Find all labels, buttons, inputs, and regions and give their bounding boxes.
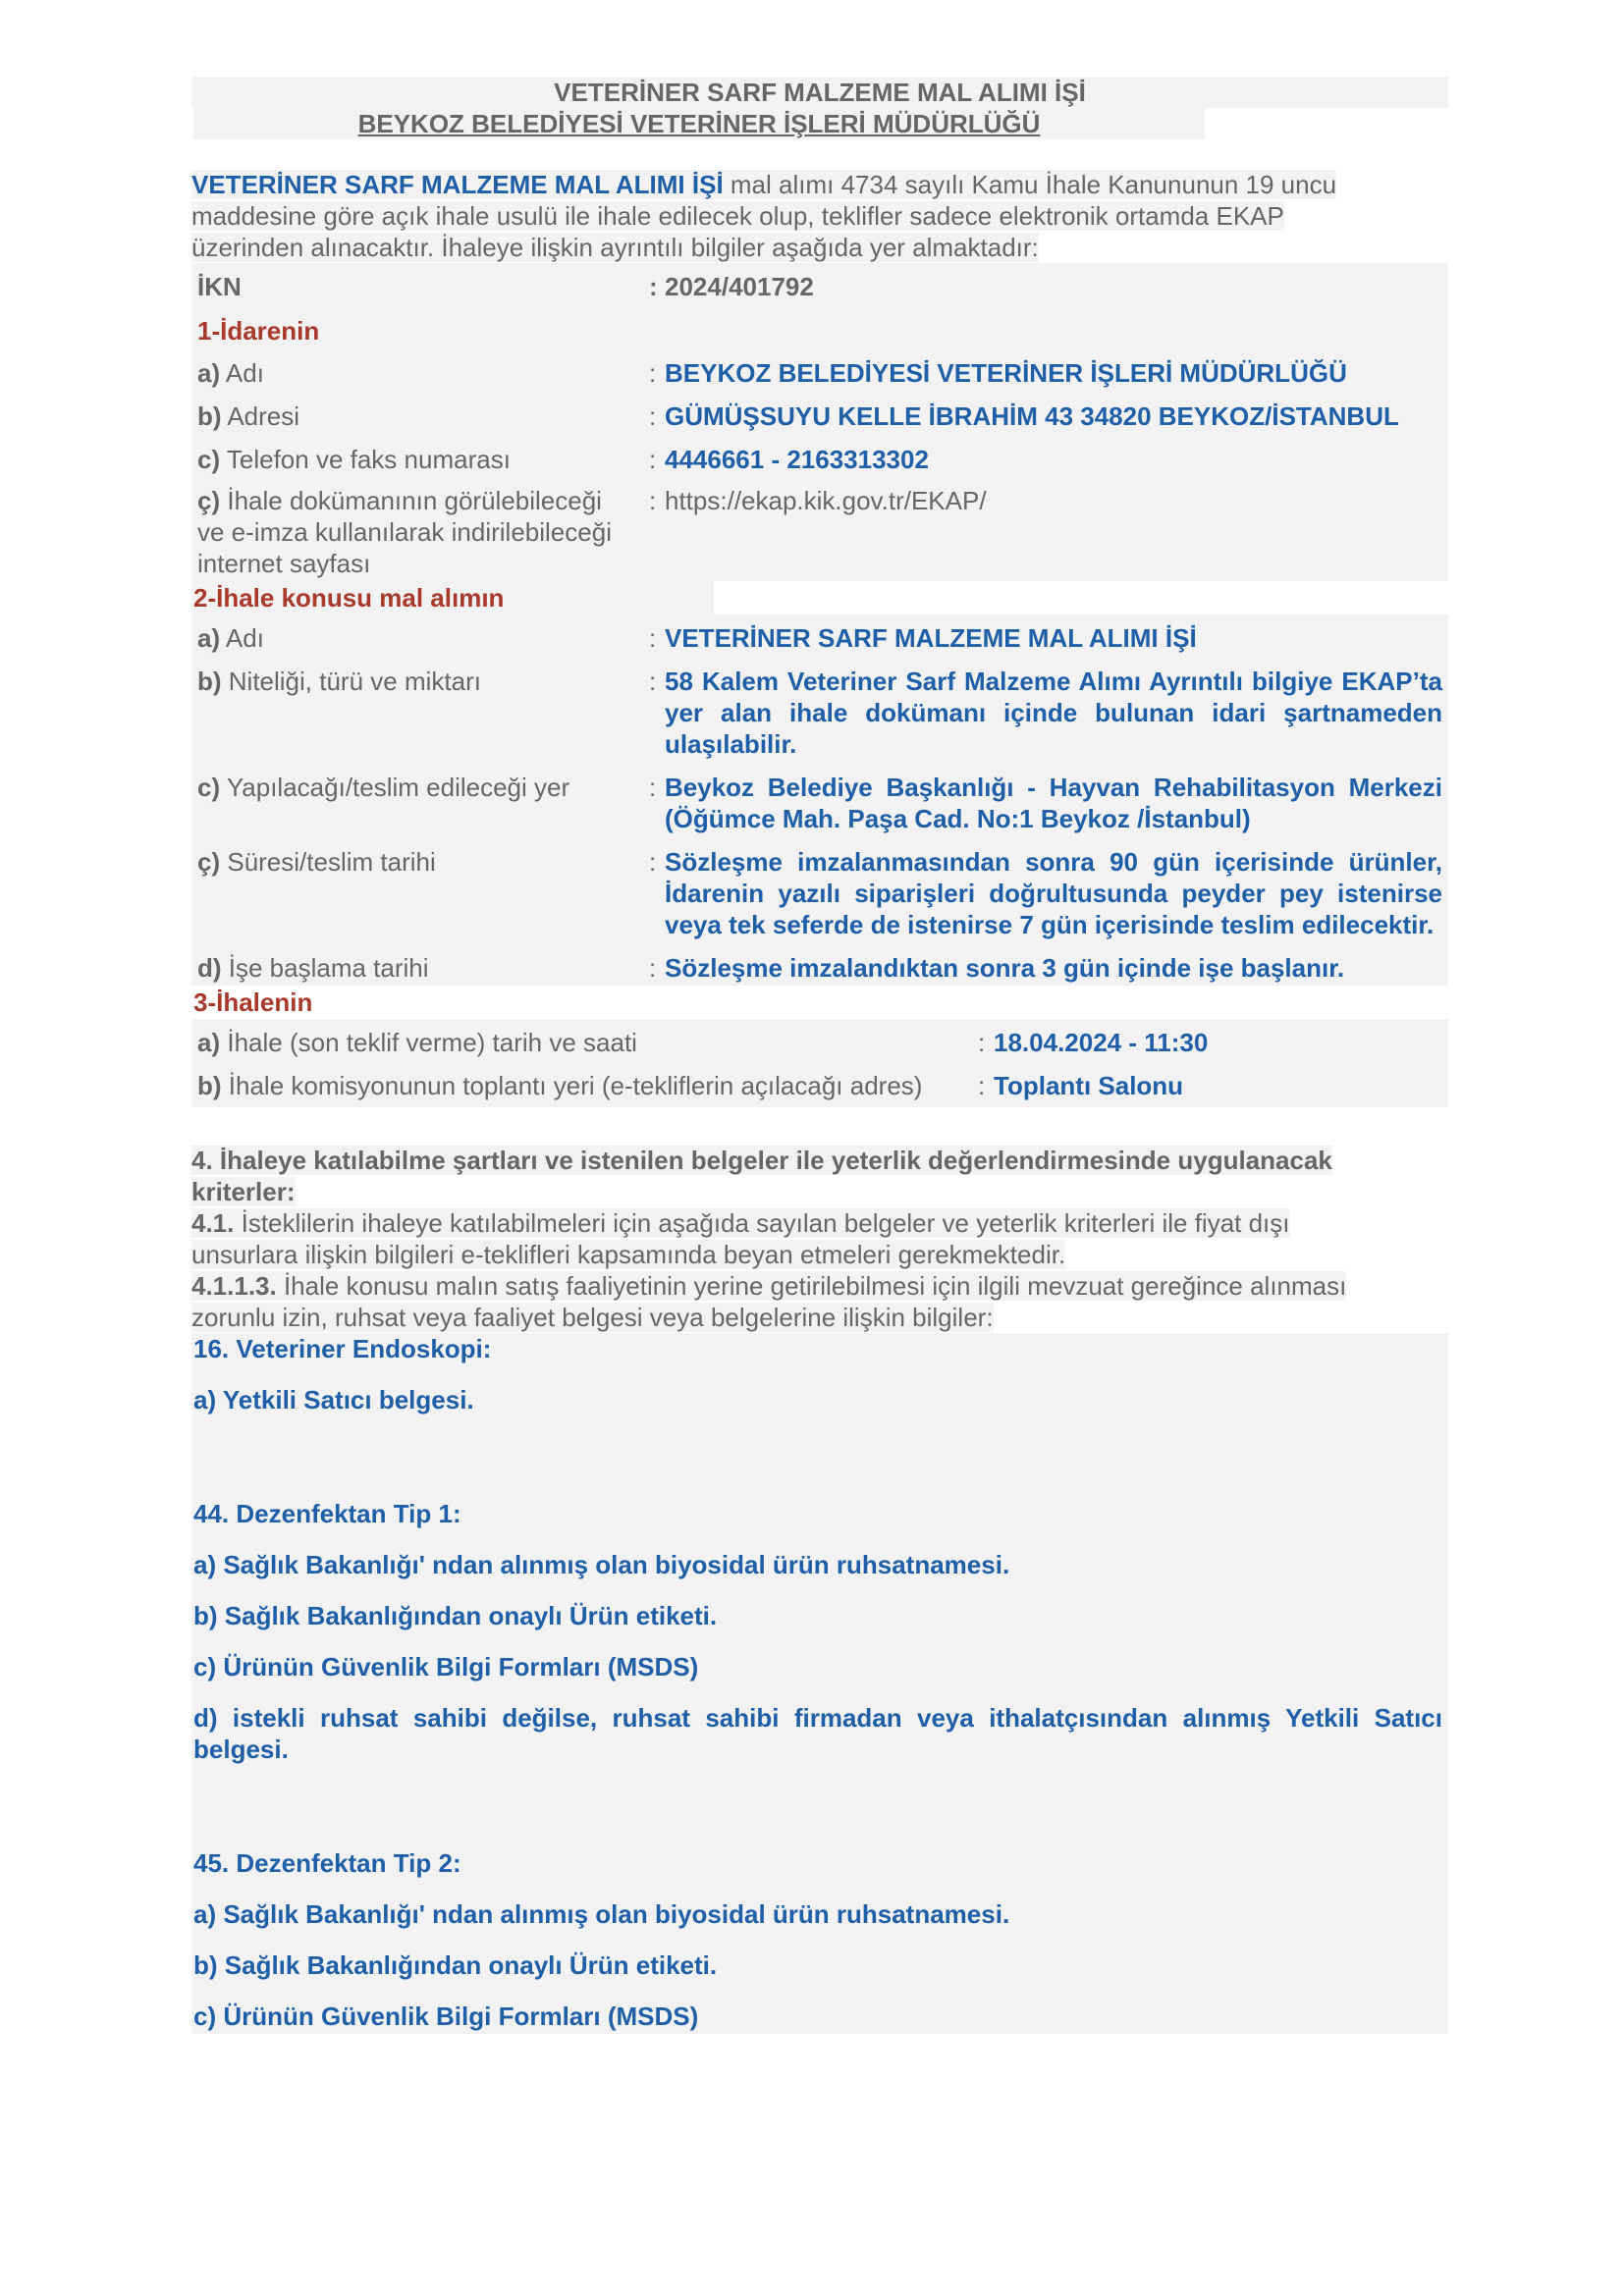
- criteria-heading-2: kriterler:: [191, 1177, 296, 1206]
- meeting-place-value: Toplantı Salonu: [994, 1071, 1184, 1100]
- section-1-row-a: a) Adı : BEYKOZ BELEDİYESİ VETERİNER İŞLERİ MÜDÜRLÜĞÜ: [191, 357, 1448, 389]
- section-3-heading: 3-İhalenin: [193, 988, 313, 1017]
- subject-name-value: VETERİNER SARF MALZEME MAL ALIMI İŞİ: [665, 623, 1197, 653]
- section-1-block: [191, 263, 1448, 581]
- section-1-heading: 1-İdarenin: [197, 316, 320, 346]
- section-1-row-cc: ç) İhale dokümanının görülebileceği ve e-imza kullanılarak indirilebileceği internet sayfası : https://ekap.kik.gov.tr/EKAP/: [191, 485, 1448, 579]
- intro-line2: maddesine göre açık ihale usulü ile ihale edilecek olup, teklifler sadece elektronik ortamda EKAP: [191, 201, 1284, 231]
- item-44-a: a) Sağlık Bakanlığı' ndan alınmış olan biyosidal ürün ruhsatnamesi.: [193, 1550, 1010, 1579]
- section-2-row-d: d) İşe başlama tarihi : Sözleşme imzalandıktan sonra 3 gün içinde işe başlanır.: [191, 952, 1448, 984]
- requirements-list: [191, 1333, 1448, 2034]
- intro-paragraph: [191, 169, 1448, 263]
- delivery-period-value: Sözleşme imzalanmasından sonra 90 gün içerisinde ürünler, İdarenin yazılı siparişleri doğrultusunda peyder pey istenirse veya tek seferde de istenirse 7 gün içerisinde teslim edilecektir.: [665, 847, 1442, 939]
- item-45-title: 45. Dezenfektan Tip 2:: [193, 1848, 461, 1878]
- item-44-c: c) Ürünün Güvenlik Bilgi Formları (MSDS): [193, 1652, 699, 1682]
- section-2-row-b: b) Niteliği, türü ve miktarı : 58 Kalem Veteriner Sarf Malzeme Alımı Ayrıntılı bilgiye EKAP’ta yer alan ihale dokümanı içinde bulunan idari şartnameden ulaşılabilir.: [191, 666, 1448, 760]
- subject-quantity-value: 58 Kalem Veteriner Sarf Malzeme Alımı Ayrıntılı bilgiye EKAP’ta yer alan ihale dokümanı içinde bulunan idari şartnameden ulaşılabilir.: [665, 667, 1442, 759]
- section-3-row-b: b) İhale komisyonunun toplantı yeri (e-tekliflerin açılacağı adres) : Toplantı Salonu: [191, 1070, 1448, 1101]
- delivery-place-value: Beykoz Belediye Başkanlığı - Hayvan Rehabilitasyon Merkezi (Öğümce Mah. Paşa Cad. No:1 Beykoz /İstanbul): [665, 773, 1442, 833]
- idare-address-value: GÜMÜŞSUYU KELLE İBRAHİM 43 34820 BEYKOZ/İSTANBUL: [665, 401, 1399, 431]
- section-2-heading: 2-İhale konusu mal alımın: [191, 581, 714, 614]
- criteria-heading-1: 4. İhaleye katılabilme şartları ve istenilen belgeler ile yeterlik değerlendirmesinde uygulanacak: [191, 1146, 1332, 1175]
- tender-datetime-value: 18.04.2024 - 11:30: [994, 1028, 1209, 1057]
- item-45-a: a) Sağlık Bakanlığı' ndan alınmış olan biyosidal ürün ruhsatnamesi.: [193, 1899, 1010, 1929]
- section-3-row-a: a) İhale (son teklif verme) tarih ve saati : 18.04.2024 - 11:30: [191, 1027, 1448, 1058]
- document-page: [191, 77, 1448, 2034]
- document-title: VETERİNER SARF MALZEME MAL ALIMI İŞİ: [191, 77, 1448, 108]
- section-2-block: [191, 614, 1448, 986]
- section-1-row-c: c) Telefon ve faks numarası : 4446661 - 2163313302: [191, 444, 1448, 475]
- ikn-value: 2024/401792: [665, 272, 814, 301]
- item-44-b: b) Sağlık Bakanlığından onaylı Ürün etiketi.: [193, 1601, 718, 1630]
- ikn-label: İKN: [197, 272, 242, 301]
- item-45-b: b) Sağlık Bakanlığından onaylı Ürün etiketi.: [193, 1950, 718, 1980]
- item-44-title: 44. Dezenfektan Tip 1:: [193, 1499, 461, 1528]
- intro-line1: mal alımı 4734 sayılı Kamu İhale Kanununun 19 uncu: [723, 170, 1337, 199]
- section-1-row-b: b) Adresi : GÜMÜŞSUYU KELLE İBRAHİM 43 34820 BEYKOZ/İSTANBUL: [191, 400, 1448, 432]
- document-subtitle: BEYKOZ BELEDİYESİ VETERİNER İŞLERİ MÜDÜRLÜĞÜ: [193, 108, 1205, 139]
- section-2-row-c: c) Yapılacağı/teslim edileceği yer : Beykoz Belediye Başkanlığı - Hayvan Rehabilitasyon Merkezi (Öğümce Mah. Paşa Cad. No:1 Beykoz /İstanbul): [191, 772, 1448, 834]
- section-2-row-cc: ç) Süresi/teslim tarihi : Sözleşme imzalanmasından sonra 90 gün içerisinde ürünler, İdarenin yazılı siparişleri doğrultusunda peyder pey istenirse veya tek seferde de istenirse 7 gün içerisinde teslim edilecektir.: [191, 846, 1448, 940]
- ekap-link[interactable]: https://ekap.kik.gov.tr/EKAP/: [665, 486, 987, 515]
- ikn-row: İKN : 2024/401792: [191, 271, 1448, 302]
- start-date-value: Sözleşme imzalandıktan sonra 3 gün içinde işe başlanır.: [665, 953, 1345, 983]
- item-16-title: 16. Veteriner Endoskopi:: [193, 1334, 492, 1363]
- intro-line3: üzerinden alınacaktır. İhaleye ilişkin ayrıntılı bilgiler aşağıda yer almaktadır:: [191, 233, 1039, 262]
- item-16-a: a) Yetkili Satıcı belgesi.: [193, 1385, 474, 1415]
- criteria-section: 4. İhaleye katılabilme şartları ve istenilen belgeler ile yeterlik değerlendirmesinde uygulanacak kriterler: 4.1. İsteklilerin ihaleye katılabilmeleri için aşağıda sayılan belgeler ve yeterlik kriterleri ile fiyat dışı unsurlara ilişkin bilgileri e-teklifleri kapsamında beyan etmeleri gerekmektedir. 4.1.1.3. İhale konusu malın satış faaliyetinin yerine getirilebilmesi için ilgili mevzuat gereğince alınması zorunlu izin, ruhsat veya faaliyet belgesi veya belgelerine ilişkin bilgiler:: [191, 1146, 1347, 1332]
- section-3-block: [191, 1019, 1448, 1107]
- section-2-row-a: a) Adı : VETERİNER SARF MALZEME MAL ALIMI İŞİ: [191, 622, 1448, 654]
- item-44-d: d) istekli ruhsat sahibi değilse, ruhsat sahibi firmadan veya ithalatçısından alınmış Yetkili Satıcı belgesi.: [193, 1703, 1442, 1764]
- idare-phone-value: 4446661 - 2163313302: [665, 445, 929, 474]
- intro-subject: VETERİNER SARF MALZEME MAL ALIMI İŞİ: [191, 170, 724, 199]
- idare-name-value: BEYKOZ BELEDİYESİ VETERİNER İŞLERİ MÜDÜRLÜĞÜ: [665, 358, 1347, 388]
- item-45-c: c) Ürünün Güvenlik Bilgi Formları (MSDS): [193, 2002, 699, 2031]
